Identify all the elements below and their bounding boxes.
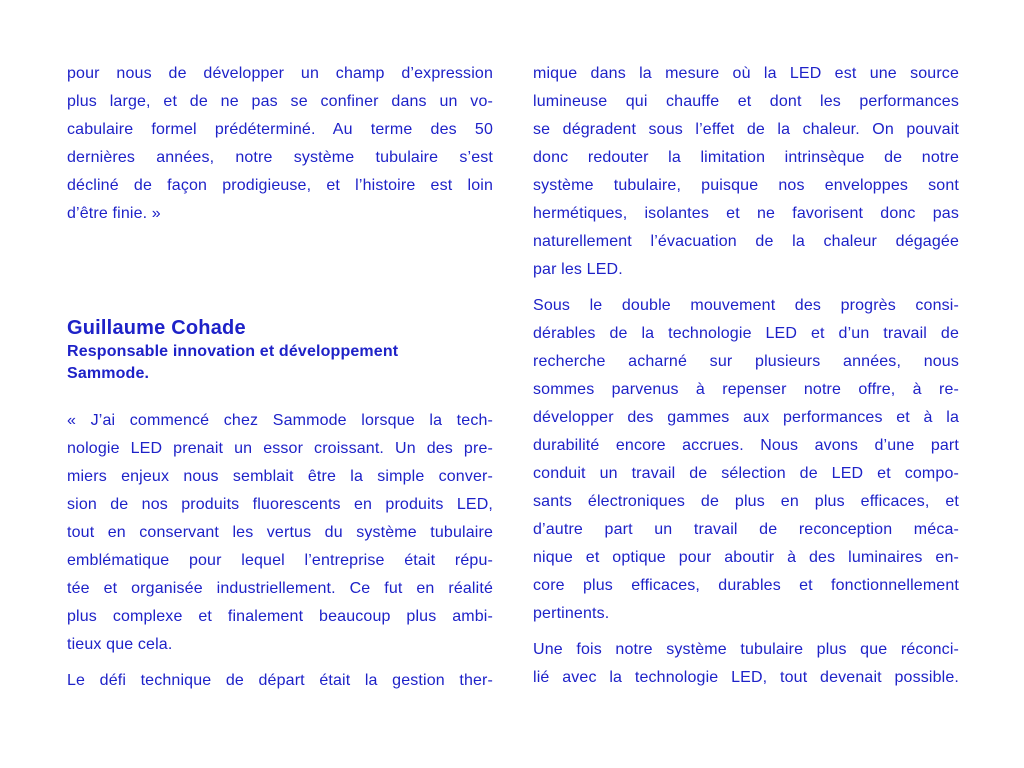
- text-line: dernières années, notre système tubulaire s’est: [67, 149, 493, 166]
- text-line: emblématique pour lequel l’entreprise était répu-: [67, 552, 493, 569]
- text-line: Sous le double mouvement des progrès consi-: [533, 297, 959, 314]
- text-line: décliné de façon prodigieuse, et l’histoire est loin: [67, 177, 493, 194]
- text-line: nique et optique pour aboutir à des luminaires en-: [533, 549, 959, 566]
- intro-paragraph: [67, 60, 493, 228]
- role-line: Sammode.: [67, 365, 150, 382]
- quote-paragraph: [67, 407, 493, 659]
- text-line: pertinents.: [533, 605, 610, 622]
- text-line: mique dans la mesure où la LED est une source: [533, 65, 959, 82]
- text-line: naturellement l’évacuation de la chaleur dégagée: [533, 233, 959, 250]
- text-line: sion de nos produits fluorescents en produits LED,: [67, 496, 493, 513]
- text-line: sants électroniques de plus en plus efficaces, et: [533, 493, 959, 510]
- text-line: conduit un travail de sélection de LED et compo-: [533, 465, 959, 482]
- text-line: plus complexe et finalement beaucoup plus ambi-: [67, 608, 493, 625]
- text-line: plus large, et de ne pas se confiner dans un vo-: [67, 93, 493, 110]
- text-line: lumineuse qui chauffe et dont les performances: [533, 93, 959, 110]
- text-line: durabilité encore accrues. Nous avons d’une part: [533, 437, 959, 454]
- text-line: Une fois notre système tubulaire plus que réconci-: [533, 641, 959, 658]
- text-line: tieux que cela.: [67, 636, 173, 653]
- text-line: core plus efficaces, durables et fonctionnellement: [533, 577, 959, 594]
- role-line: Responsable innovation et développement: [67, 343, 399, 360]
- person-role: [67, 341, 493, 385]
- person-name: Guillaume Cohade: [67, 317, 246, 339]
- right-column: [533, 60, 959, 692]
- person-header: [67, 315, 493, 385]
- text-line: « J’ai commencé chez Sammode lorsque la tech-: [67, 412, 493, 429]
- text-line: dérables de la technologie LED et d’un travail de: [533, 325, 959, 342]
- text-line: d’autre part un travail de reconception méca-: [533, 521, 959, 538]
- progress-paragraph: [533, 292, 959, 628]
- text-line: d’être finie. »: [67, 205, 161, 222]
- text-line: système tubulaire, puisque nos enveloppes sont: [533, 177, 959, 194]
- conclusion-paragraph: [533, 636, 959, 692]
- text-line: par les LED.: [533, 261, 623, 278]
- text-line: sommes parvenus à repenser notre offre, à re-: [533, 381, 959, 398]
- text-line: pour nous de développer un champ d’expression: [67, 65, 493, 82]
- text-line: nologie LED prenait un essor croissant. Un des pre-: [67, 440, 493, 457]
- text-line: développer des gammes aux performances et à la: [533, 409, 959, 426]
- text-line: lié avec la technologie LED, tout devenait possible.: [533, 669, 959, 686]
- text-line: donc redouter la limitation intrinsèque de notre: [533, 149, 959, 166]
- text-line: Le défi technique de départ était la gestion ther-: [67, 672, 493, 689]
- text-line: hermétiques, isolantes et ne favorisent donc pas: [533, 205, 959, 222]
- text-line: se dégradent sous l’effet de la chaleur. On pouvait: [533, 121, 959, 138]
- left-column: [67, 60, 493, 695]
- text-line: recherche acharné sur plusieurs années, nous: [533, 353, 959, 370]
- thermal-paragraph: [533, 60, 959, 284]
- text-line: cabulaire formel prédéterminé. Au terme des 50: [67, 121, 493, 138]
- challenge-paragraph: [67, 667, 493, 695]
- text-line: tée et organisée industriellement. Ce fut en réalité: [67, 580, 493, 597]
- text-line: tout en conservant les vertus du système tubulaire: [67, 524, 493, 541]
- text-line: miers enjeux nous semblait être la simple conver-: [67, 468, 493, 485]
